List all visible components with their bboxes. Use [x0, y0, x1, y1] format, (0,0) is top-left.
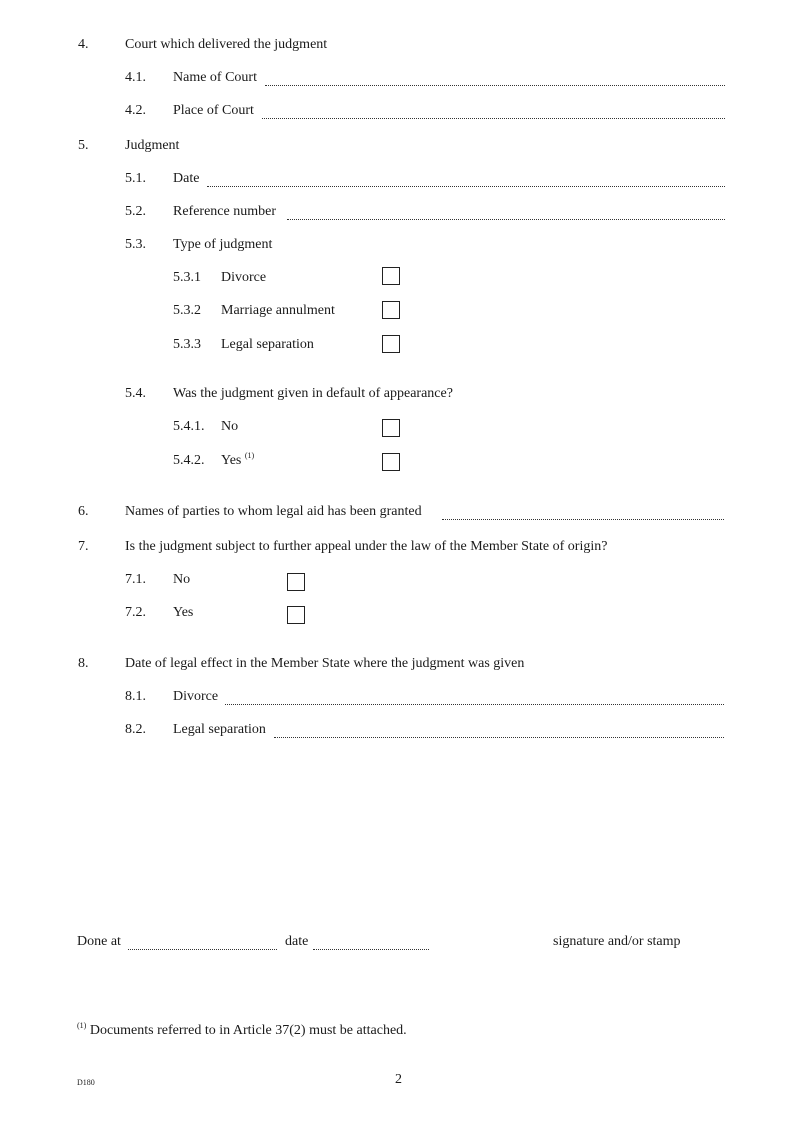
option-number: 7.2.: [125, 605, 146, 620]
option-label: No: [173, 572, 191, 587]
checkbox-default-yes[interactable]: [382, 453, 400, 471]
fill-line[interactable]: [274, 721, 724, 738]
done-at-fill-line[interactable]: [128, 933, 277, 950]
option-label: Yes: [173, 605, 194, 620]
section-number: 8.: [78, 656, 89, 671]
checkbox-appeal-yes[interactable]: [287, 606, 305, 624]
section-title: Is the judgment subject to further appeal under the law of the Member State of origin?: [125, 539, 608, 554]
checkbox-legal-separation[interactable]: [382, 335, 400, 353]
fill-line[interactable]: [262, 102, 725, 119]
date-label: date: [285, 934, 309, 949]
field-number: 8.1.: [125, 689, 146, 704]
field-number: 5.1.: [125, 171, 146, 186]
option-label: No: [221, 419, 239, 434]
field-label: Name of Court: [173, 70, 257, 85]
field-label: Divorce: [173, 689, 219, 704]
checkbox-divorce[interactable]: [382, 267, 400, 285]
checkbox-appeal-no[interactable]: [287, 573, 305, 591]
field-label: Legal separation: [173, 722, 266, 737]
field-label: Place of Court: [173, 103, 254, 118]
section-title: Court which delivered the judgment: [125, 37, 328, 52]
field-label: Date: [173, 171, 200, 186]
footnote-marker: (1): [77, 1021, 87, 1030]
field-label: Was the judgment given in default of appearance?: [173, 386, 453, 401]
section-number: 4.: [78, 37, 89, 52]
section-number: 7.: [78, 539, 89, 554]
section-number: 5.: [78, 138, 89, 153]
section-title: Date of legal effect in the Member State where the judgment was given: [125, 656, 525, 671]
option-number: 5.4.2.: [173, 453, 205, 468]
option-label: Divorce: [221, 270, 267, 285]
date-fill-line[interactable]: [313, 933, 429, 950]
field-number: 4.2.: [125, 103, 146, 118]
field-number: 5.3.: [125, 237, 146, 252]
section-number: 6.: [78, 504, 89, 519]
option-number: 5.3.2: [173, 303, 201, 318]
section-title: Names of parties to whom legal aid has been granted: [125, 504, 422, 519]
option-label: Marriage annulment: [221, 303, 335, 318]
option-number: 5.3.1: [173, 270, 201, 285]
section-title: Judgment: [125, 138, 180, 153]
field-label: Type of judgment: [173, 237, 273, 252]
signature-stamp-label: signature and/or stamp: [553, 934, 681, 949]
document-code: D180: [77, 1078, 95, 1087]
option-label: Legal separation: [221, 337, 314, 352]
field-label: Reference number: [173, 204, 276, 219]
fill-line[interactable]: [265, 69, 725, 86]
checkbox-marriage-annulment[interactable]: [382, 301, 400, 319]
option-number: 7.1.: [125, 572, 146, 587]
field-number: 4.1.: [125, 70, 146, 85]
fill-line[interactable]: [287, 203, 725, 220]
footnote-text: Documents referred to in Article 37(2) must be attached.: [89, 1023, 407, 1038]
field-number: 5.2.: [125, 204, 146, 219]
footnote-marker: (1): [244, 451, 255, 460]
fill-line[interactable]: [442, 503, 724, 520]
checkbox-default-no[interactable]: [382, 419, 400, 437]
option-number: 5.3.3: [173, 337, 201, 352]
field-number: 5.4.: [125, 386, 146, 401]
footnote: [77, 1022, 577, 1040]
done-at-label: Done at: [77, 934, 121, 949]
fill-line[interactable]: [207, 170, 725, 187]
option-label-text: Yes: [221, 453, 242, 468]
field-number: 8.2.: [125, 722, 146, 737]
option-label: [221, 452, 254, 470]
option-number: 5.4.1.: [173, 419, 205, 434]
page-number: 2: [395, 1072, 402, 1087]
fill-line[interactable]: [225, 688, 724, 705]
